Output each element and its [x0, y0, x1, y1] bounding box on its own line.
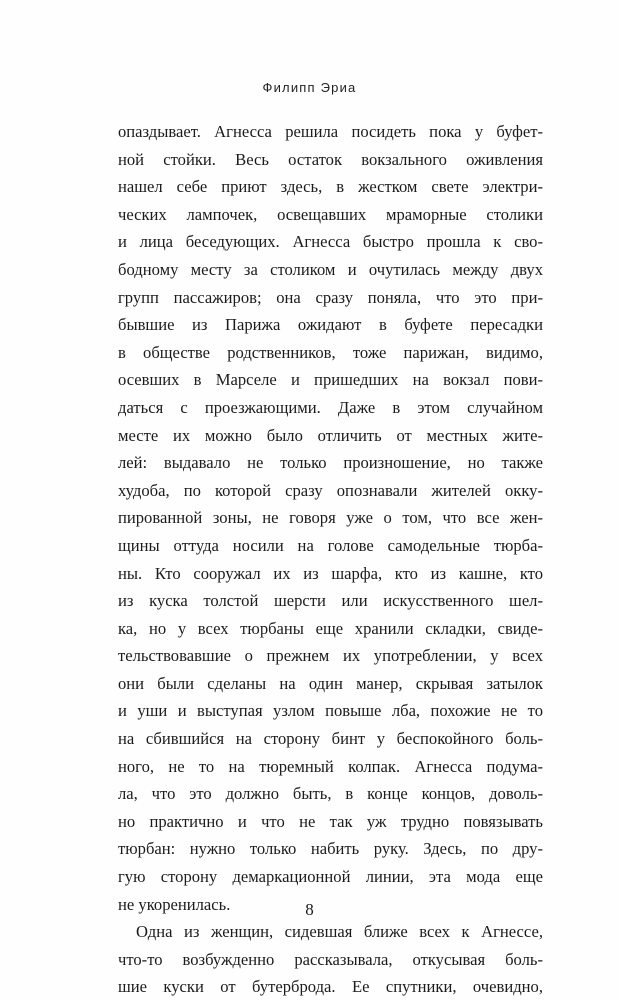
text-line: в обществе родственников, тоже парижан, видимо,: [118, 342, 543, 362]
text-line: опаздывает. Агнесса решила посидеть пока у буфет-: [118, 122, 543, 141]
text-line: гую сторону демаркационной линии, эта мода еще: [118, 867, 543, 887]
text-line: но практично и что не так уж трудно повязывать: [118, 811, 543, 831]
running-head-author: Филипп Эриа: [262, 80, 357, 95]
body-text: [118, 118, 543, 1001]
page-number: 8: [305, 900, 314, 919]
text-line: месте их можно было отличить от местных жите-: [118, 425, 543, 445]
text-line: бывшие из Парижа ожидают в буфете пересадки: [118, 315, 543, 335]
text-line: ной стойки. Весь остаток вокзального оживления: [118, 149, 543, 169]
text-line: групп пассажиров; она сразу поняла, что это при-: [118, 287, 543, 307]
text-line: что-то возбужденно рассказывала, откусывая боль-: [118, 949, 543, 969]
text-line: ного, не то на тюремный колпак. Агнесса подума-: [118, 756, 543, 776]
text-line: бодному месту за столиком и очутилась между двух: [118, 259, 543, 279]
text-line: тельствовавшие о прежнем их употреблении, у всех: [118, 646, 543, 666]
text-line: пированной зоны, не говоря уже о том, что все жен-: [118, 508, 543, 528]
text-line: Одна из женщин, сидевшая ближе всех к Агнессе,: [136, 922, 543, 942]
text-line: и уши и выступая узлом повыше лба, похожие не то: [118, 701, 543, 721]
text-line: тюрбан: нужно только набить руку. Здесь, по дру-: [118, 839, 543, 859]
text-line: осевших в Марселе и пришедших на вокзал пови-: [118, 370, 543, 390]
text-line: они были сделаны на один манер, скрывая затылок: [118, 673, 543, 693]
text-line: ка, но у всех тюрбаны еще хранили складки, свиде-: [118, 618, 543, 638]
text-line: из куска толстой шерсти или искусственного шел-: [118, 591, 543, 611]
text-line: шие куски от бутерброда. Ее спутники, очевидно,: [118, 977, 543, 997]
text-line: даться с проезжающими. Даже в этом случайном: [118, 397, 543, 417]
text-line: нашел себе приют здесь, в жестком свете электри-: [118, 177, 543, 197]
text-line: и лица беседующих. Агнесса быстро прошла к сво-: [118, 232, 543, 252]
text-line: ла, что это должно быть, в конце концов, доволь-: [118, 784, 543, 804]
text-line: щины оттуда носили на голове самодельные тюрба-: [118, 535, 543, 555]
text-line: не укоренилась.: [118, 894, 231, 914]
text-line: лей: выдавало не только произношение, но также: [118, 453, 543, 473]
text-line: ны. Кто сооружал их из шарфа, кто из кашне, кто: [118, 563, 543, 583]
text-line: худоба, по которой сразу опознавали жителей окку-: [118, 480, 543, 500]
text-line: ческих лампочек, освещавших мраморные столики: [118, 204, 543, 224]
text-line: на сбившийся на сторону бинт у беспокойного боль-: [118, 729, 543, 749]
